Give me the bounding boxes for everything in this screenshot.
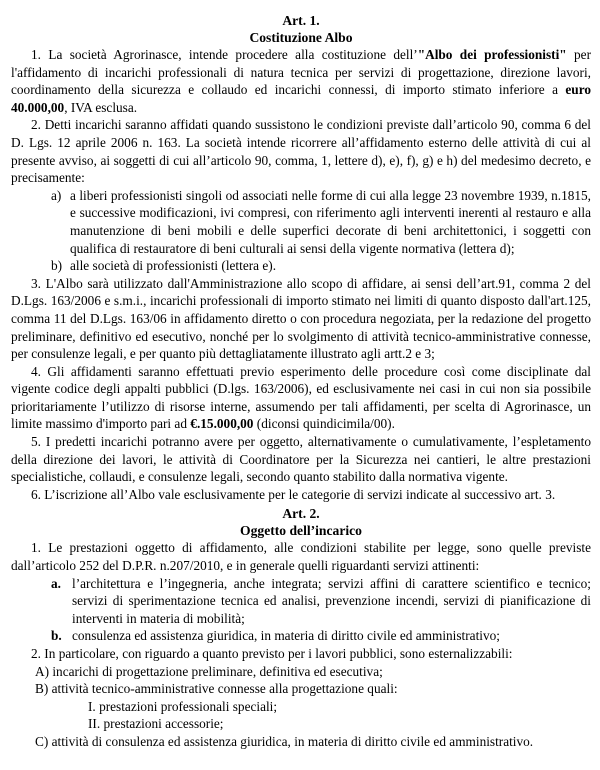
item-marker: b) [51,258,63,274]
art1-paragraph-5: 5. I predetti incarichi potranno avere per oggetto, alternativamente o cumulativamente, l’espletamento della direzione dei lavori, le attività di Coordinatore per la Sicurezza nei cantieri, le altre prestazioni specialistiche, collaudi, e consulenze legali, secondo quanto stabilito dalla normativa vigente. [11,434,591,485]
art1-p4-text: 4. Gli affidamenti saranno effettuati previo esperimento delle procedure così come disciplinate dal vigente codice degli appalti pubblici (D.lgs. 163/2006), ed esclusivamente nei casi in cui non sia possibile prioritariamente l’utilizzo di risorse interne, assumendo per tali affidamenti, per scelta di Agrorinasce, un limite massimo d'importo pari ad [11,363,591,432]
art2-item-B: B) attività tecnico-amministrative connesse alla progettazione quali: [35,681,398,697]
art2-paragraph-2: 2. In particolare, con riguardo a quanto previsto per i lavori pubblici, sono esternalizzabili: [31,646,513,661]
art2-paragraph-1: 1. Le prestazioni oggetto di affidamento, alle condizioni stabilite per legge, sono quelle previste dall’articolo 252 del D.P.R. n.207/2010, e in generale quelli riguardanti servizi attinenti: [11,540,591,574]
art1-paragraph-2: 2. Detti incarichi saranno affidati quando sussistono le condizioni previste dall’articolo 90, comma 6 del D. Lgs. 12 aprile 2006 n. 163. La società intende ricorrere all’affidamento esterno delle attività di cui al presente avviso, ai soggetti di cui all’articolo 90, comma, 1, lettere d), e), f), g) e h) del medesimo decreto, e precisamente: [11,117,591,186]
item-text: consulenza ed assistenza giuridica, in materia di diritto civile ed amministrativo; [72,628,500,644]
article-2-section [11,505,591,750]
art1-paragraph-3: 3. L'Albo sarà utilizzato dall'Amministrazione allo scopo di affidare, ai sensi dell’art.91, comma 2 del D.Lgs. 163/2006 e s.m.i., incarichi professionali di importo stimato nei limiti di quanto disposto dall'art.125, comma 11 del D.Lgs. 163/06 in affidamento diretto o con procedura negoziata, per la redazione del progetto preliminare, definitivo ed esecutivo, nonché per lo svolgimento di attività tecnico-amministrative connesse, per consulenze legali, e per quanto più dettagliatamente illustrato agli artt.2 e 3; [11,275,591,362]
item-marker: a) [51,187,62,203]
item-text: a liberi professionisti singoli od associati nelle forme di cui alla legge 23 novembre 1939, n.1815, e successive modificazioni, ivi compresi, con riferimento agli interventi inerenti al restauro e alla manutenzione di beni mobili e delle superfici decorate di beni architettonici, i soggetti con qualifica di restauratore di beni culturali ai sensi della vigente normativa (lettera d); [70,187,591,256]
amount-max: €.15.000,00 [190,416,254,432]
art2-item-A: A) incarichi di progettazione preliminare, definitiva ed esecutiva; [35,663,383,679]
amount-limit: euro 40.000,00 [11,82,591,115]
art2-item-B-II: II. prestazioni accessorie; [88,716,224,732]
article-1-title: Costituzione Albo [249,30,353,45]
item-text: l’architettura e l’ingegneria, anche integrata; servizi affini di carattere scientifico e tecnico; servizi di sperimentazione tecnica ed analisi, prevenzione incendi, servizi di pianificazione di interventi in materia di mobilità; [72,575,591,626]
art1-paragraph-6: 6. L’iscrizione all’Albo vale esclusivamente per le categorie di servizi indicate al successivo art. 3. [31,486,556,502]
art1-p2-item-a [51,187,591,257]
article-1-heading: Art. 1. [282,13,320,28]
art1-p4-text-end: (diconsi quindicimila/00). [253,416,395,432]
albo-name: "Albo dei professionisti" [417,47,567,62]
item-marker: b. [51,628,62,644]
art2-item-b [51,627,591,645]
art1-p1-text-end: , IVA esclusa. [64,99,138,115]
item-marker: a. [51,575,61,591]
art2-item-a [51,575,591,628]
art1-p2-item-b [51,257,591,275]
article-2-title: Oggetto dell’incarico [240,523,362,539]
art1-paragraph-1 [11,46,591,116]
art1-paragraph-4 [11,363,591,433]
art2-item-B-I: I. prestazioni professionali speciali; [88,698,278,714]
art2-item-C: C) attività di consulenza ed assistenza giuridica, in materia di diritto civile ed amministrativo. [35,733,534,749]
article-2-heading: Art. 2. [282,506,320,522]
art1-p1-text-mid: per l'affidamento di incarichi professionali di natura tecnica per servizi di progettazione, direzione lavori, coordinamento della sicurezza e collaudo ed incarichi connessi, di importo stimato inferiore a [11,47,591,98]
item-text: alle società di professionisti (lettera e). [70,258,277,274]
art1-p1-text: 1. La società Agrorinasce, intende procedere alla costituzione dell’ [31,47,418,62]
